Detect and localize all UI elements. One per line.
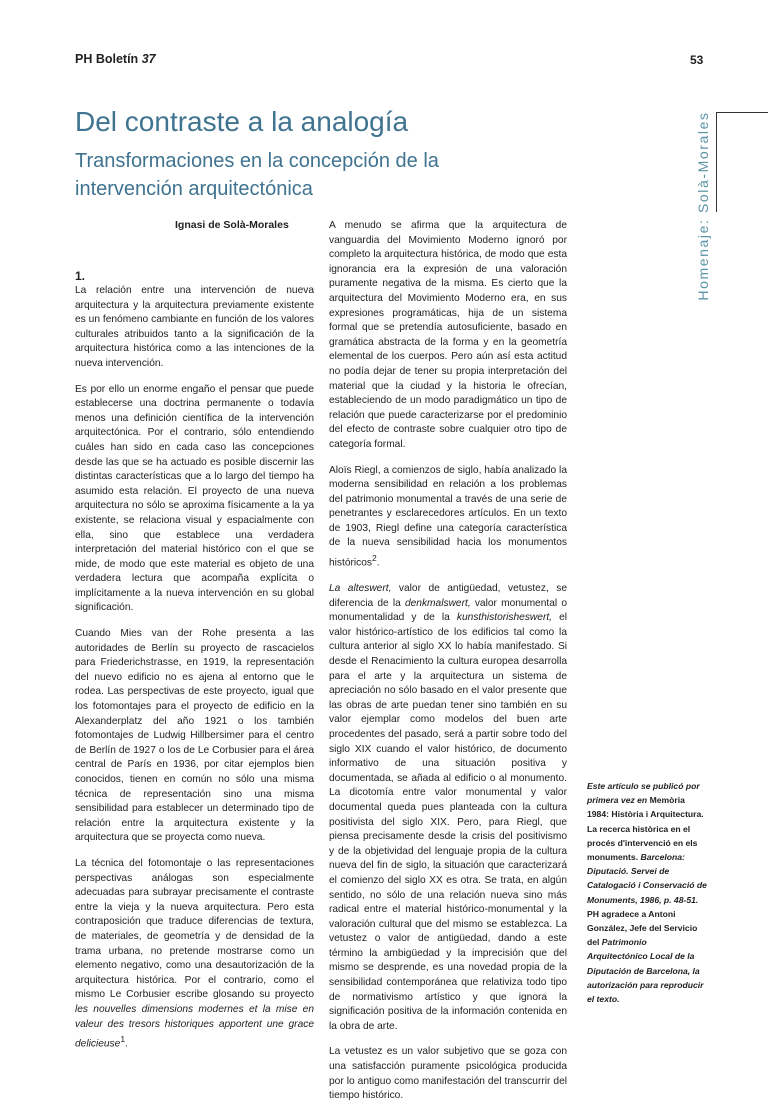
paragraph: Cuando Mies van der Rohe presenta a las autoridades de Berlín su proyecto de rascacielos para Friederichstrasse, en 1919, la representación del nuevo edificio no es ajena al entorno que le rodea. Las perspectivas de este proyecto, igual que los fotomontajes para el proyecto de edificio en la Alexanderplatz del año 1921 o los también fotomontajes de Ludwig Hillbersimer para el centro de Berlín de 1927 o los de Le Corbusier para el área central de París en 1936, por citar ejemplos bien conocidos, tienen en común no sólo una misma técnica de representación sino una misma sensibilidad para establecer un determinado tipo de relación entre la arquitectura existente y la arquitectura que se proyecta como nueva. bbox=[75, 628, 314, 844]
paragraph-text: valor monumental o monumentalidad y de la bbox=[329, 597, 567, 624]
term-denkmalswert: denkmalswert, bbox=[404, 597, 471, 609]
footnote-mark: 1 bbox=[120, 1034, 126, 1045]
paragraph: La relación entre una intervención de nueva arquitectura y la arquitectura previamente existente es un fenómeno cambiante en función de los valores culturales atribuidos tanto a la significación de la arquitectura histórica como a las intenciones de la nueva intervención. bbox=[75, 285, 314, 369]
article-subtitle: Transformaciones en la concepción de la intervención arquitectónica bbox=[75, 150, 439, 200]
note-text: Patrimonio Arquitectónico Local de la Diputación de Barcelona, la autorización para reproducir el texto. bbox=[587, 937, 704, 1005]
corner-rule-horizontal bbox=[716, 112, 768, 113]
paragraph-values bbox=[329, 582, 567, 1034]
paragraph-text: valor de antigüedad, vetustez, se diferencia de la bbox=[329, 583, 567, 609]
right-column bbox=[329, 219, 567, 1115]
section-number: 1. bbox=[75, 269, 86, 283]
section-tag bbox=[694, 112, 712, 300]
corner-rule-vertical bbox=[716, 112, 717, 212]
side-note bbox=[587, 779, 709, 1006]
paragraph-text: La técnica del fotomontaje o las representaciones perspectivas análogas son especialmente adecuadas para subrayar precisamente el contraste entre la vieja y la nueva arquitectura. Pero esta contraposición que traduce diferencias de textura, de materiales, de geometría y de densidad de la trama urbana, no pretende mostrarse como un elemento negativo, como una desautorización de la arquitectura histórica. Por el contrario, como el mismo Le Corbusier escribe glosando su proyecto bbox=[75, 857, 314, 1001]
paragraph-text: el valor histórico-artístico de los edificios tal como la cultura anterior al siglo XX lo había manifestado. Si desde el Renacimiento la cultura europea desarrolla para el arte y la arquitectura un sistema de apreciación no sólo basado en el valor presente que las obras de arte puedan tener sino también en su valor ejemplar como modelos del buen arte procedentes del pasado, será a partir sobre todo del siglo XIX cuando el valor histórico, de documento informativo de una situación positiva y documentada, se añada al edificio o al monumento. La dicotomía entre valor monumental y valor documental queda pues planteada con la cultura positivista del siglo XIX. Pero, para Riegl, que piensa precisamente desde la crisis del positivismo y de la objetividad del lenguaje propia de la cultura nueva del fin de siglo, la situación que caracterizará el comienzo del siglo XX es otra. Se trata, en algún sentido, no sólo de una relación nueva sino más radical entre el material histórico-monumental y la valoración cultural que del mismo se establezca. La vetustez o valor de antigüedad, dando a este término la ambigüedad y la imprecisión que del mismo se desprende, es una novedad propia de la sensibilidad contemporánea que relativiza todo tipo de normativismo artístico y que ignora la significación positiva de la información contenida en la obra de arte. bbox=[329, 612, 567, 1032]
note-text-upright: Memòria 1984: Història i Arquitectura. La recerca històrica en el procés d'intervenció en els monuments. bbox=[587, 795, 704, 863]
paragraph: A menudo se afirma que la arquitectura de vanguardia del Movimiento Moderno ignoró por completo la arquitectura histórica, de modo que esta ignorancia era la expresión de una valoración puramente negativa de la misma. Es cierto que la arquitectura del Movimiento Moderno era, en sus expresiones programáticas, hija de un sistema formal que se pretendía autosuficiente, basado en gramática abstracta de la forma y en la geometría elemental de los cuerpos. Pero aún así esta actitud no podía dejar de tener su propia interpretación del material que la ciudad y la historia le ofrecían, estableciendo de un modo paradigmático un tipo de relación que puede caracterizarse por el predominio del efecto de contraste sobre cualquier otro tipo de categoría formal. bbox=[329, 220, 567, 450]
corbusier-quote: les nouvelles dimensions modernes et la mise en valeur des tresors historiques apportent une grace delicieuse bbox=[75, 1003, 314, 1050]
journal-name: PH Boletín bbox=[75, 52, 139, 66]
note-text: Este artículo se publicó por primera vez en bbox=[587, 781, 700, 806]
term-kunsthistorisheswert: kunsthistorisheswert, bbox=[456, 612, 553, 624]
paragraph: La vetustez es un valor subjetivo que se goza con una satisfacción puramente psicológica producida por lo antiguo como manifestación del transcurrir del tiempo histórico. bbox=[329, 1046, 567, 1102]
running-head bbox=[75, 52, 156, 66]
paragraph: Es por ello un enorme engaño el pensar que puede establecerse una doctrina permanente o todavía menos una definición científica de la intervención arquitectónica. Por el contrario, sólo entendiendo cuáles han sido en cada caso las concepciones desde las que se ha actuado es posible discernir las distintas características que a lo largo del tiempo ha asumido esta relación. El proyecto de una nueva arquitectura no sólo se aproxima físicamente a la ya existente, se relaciona visual y espacialmente con ella, sino que establece una verdadera interpretación del material histórico con el que se mide, de modo que este material es objeto de una verdadera lectura que acompaña explícita o implícitamente a la nueva intervención en su global significación. bbox=[75, 383, 314, 614]
paragraph-end: . bbox=[125, 1038, 128, 1050]
note-text-upright: PH agradece a Antoni González, Jefe del Servicio del bbox=[587, 908, 698, 948]
term-alteswert: La alteswert, bbox=[329, 583, 392, 595]
page-number: 53 bbox=[690, 53, 704, 67]
paragraph-end: . bbox=[376, 557, 380, 569]
article-title: Del contraste a la analogía bbox=[75, 106, 409, 137]
section-tag-text: Homenaje: Solà-Morales bbox=[695, 111, 711, 301]
issue-number: 37 bbox=[141, 52, 156, 66]
paragraph-corbusier bbox=[75, 857, 314, 1052]
paragraph-text: Aloïs Riegl, a comienzos de siglo, había analizado la moderna sensibilidad en relación a los problemas del patrimonio monumental a través de una serie de penetrantes y esclarecedores artículos. En un texto de 1903, Riegl define una categoría característica de la nueva sensibilidad hacia los monumentos históricos bbox=[329, 464, 567, 569]
article-author: Ignasi de Solà-Morales bbox=[175, 219, 289, 231]
footnote-mark: 2 bbox=[372, 553, 377, 564]
left-column bbox=[75, 269, 314, 1063]
note-text: Barcelona: Diputació. Servei de Catalogació i Conservació de Monuments, 1986, p. 48-51. bbox=[587, 852, 707, 905]
paragraph-riegl bbox=[329, 464, 567, 572]
